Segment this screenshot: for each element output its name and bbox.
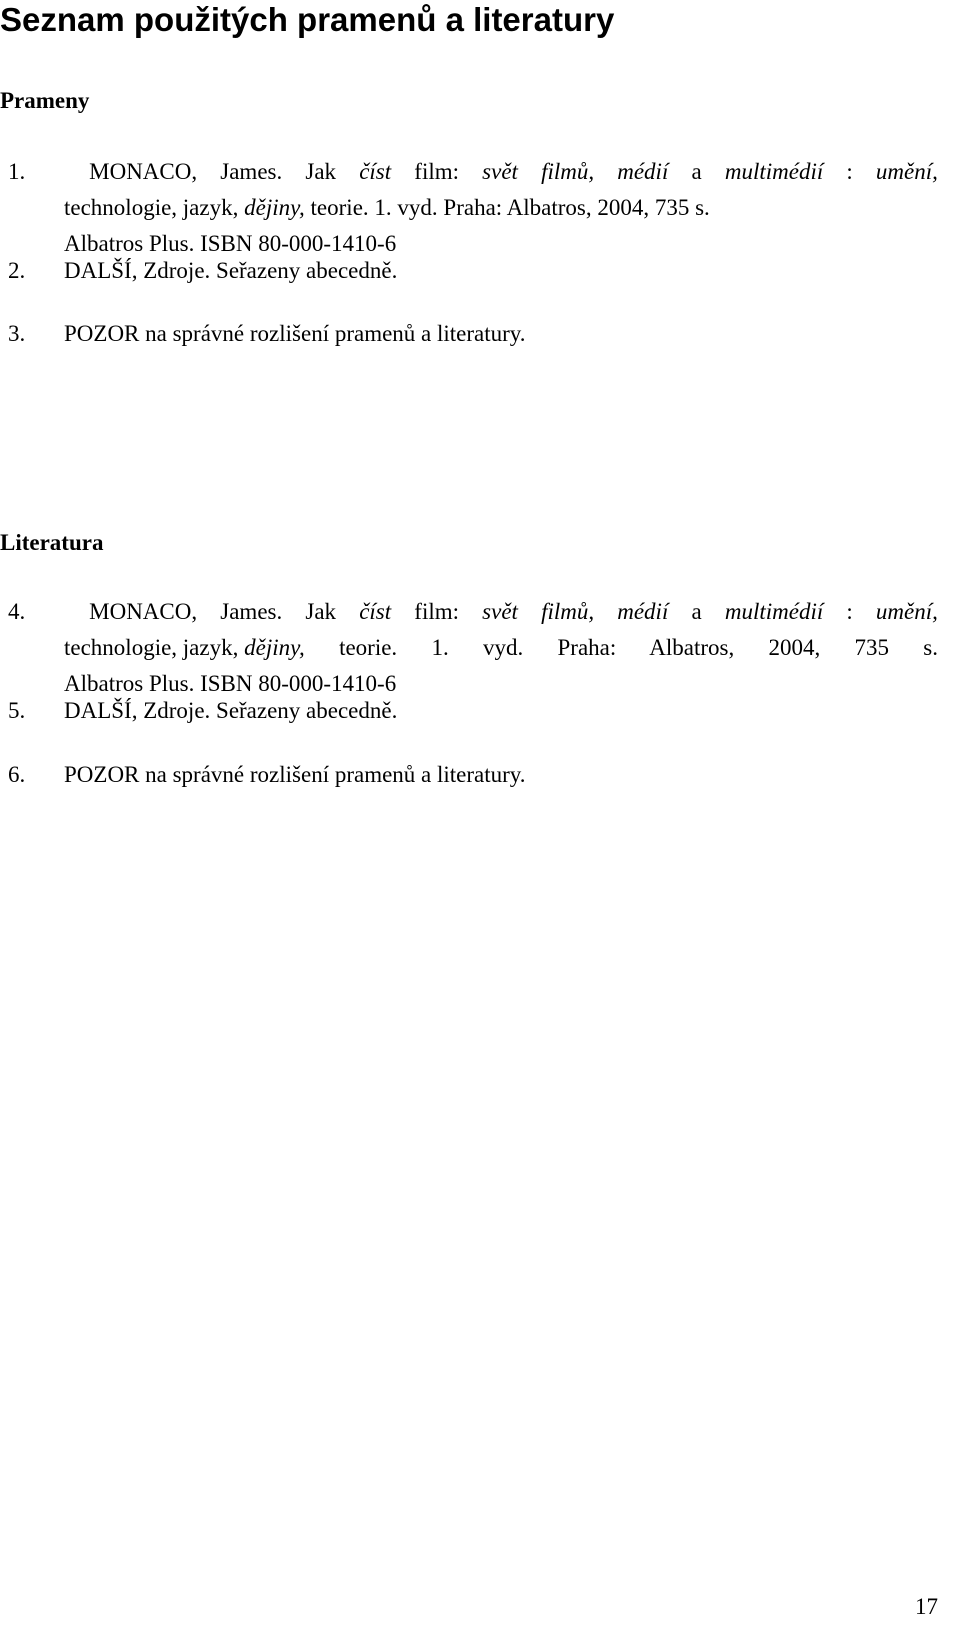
entry-number: 1. xyxy=(8,159,26,184)
entry-word: umění, xyxy=(875,159,938,184)
entry-word: filmů, xyxy=(541,159,595,184)
page-title: Seznam použitých pramenů a literatury xyxy=(0,1,615,38)
entry-text: Albatros Plus. ISBN 80-000-1410-6 xyxy=(64,671,397,696)
entry-word: svět xyxy=(482,159,518,184)
entry-text: teorie. 1. vyd. Praha: Albatros, 2004, 735 s. xyxy=(304,195,710,220)
entry-word: médií xyxy=(617,159,669,184)
entry-text: DALŠÍ, Zdroje. Seřazeny abecedně. xyxy=(64,258,398,283)
entry-word: a xyxy=(691,599,702,624)
entry-word: a xyxy=(691,159,702,184)
entry-word: Jak xyxy=(305,599,337,624)
bibliography-entry-1 xyxy=(0,154,938,262)
section-heading-prameny: Prameny xyxy=(0,88,90,113)
entry-word: médií xyxy=(617,599,669,624)
entry-4-line-2 xyxy=(0,630,938,666)
entry-word: MONACO, xyxy=(89,599,198,624)
entry-text: teorie. 1. vyd. Praha: Albatros, 2004, 735 s. xyxy=(304,635,938,660)
entry-word: číst xyxy=(359,159,392,184)
entry-word: umění, xyxy=(875,599,938,624)
bibliography-entry-3 xyxy=(0,316,938,352)
entry-word: James. xyxy=(220,599,283,624)
entry-word: multimédií xyxy=(724,159,824,184)
entry-text-italic: dějiny, xyxy=(244,635,305,660)
bibliography-entry-6 xyxy=(0,757,938,793)
section-heading-literatura: Literatura xyxy=(0,530,104,555)
entry-word: MONACO, xyxy=(89,159,198,184)
bibliography-entry-4 xyxy=(0,594,938,702)
entry-word: film: xyxy=(414,159,460,184)
page-number: 17 xyxy=(915,1594,938,1619)
entry-word: James. xyxy=(220,159,283,184)
entry-word: : xyxy=(846,599,853,624)
bibliography-entry-2 xyxy=(0,253,938,289)
entry-word: : xyxy=(846,159,853,184)
entry-word: filmů, xyxy=(541,599,595,624)
entry-word: Jak xyxy=(305,159,337,184)
entry-text: POZOR na správné rozlišení pramenů a literatury. xyxy=(64,321,526,346)
entry-word: multimédií xyxy=(724,599,824,624)
entry-word: film: xyxy=(414,599,460,624)
entry-text: technologie, jazyk, xyxy=(64,195,245,220)
entry-number: 4. xyxy=(8,599,26,624)
entry-word: číst xyxy=(359,599,392,624)
entry-number: 6. xyxy=(8,762,26,787)
entry-word: svět xyxy=(482,599,518,624)
entry-1-line-2 xyxy=(0,190,938,226)
entry-text: POZOR na správné rozlišení pramenů a literatury. xyxy=(64,762,526,787)
entry-text: DALŠÍ, Zdroje. Seřazeny abecedně. xyxy=(64,698,398,723)
entry-number: 5. xyxy=(8,698,26,723)
entry-number: 3. xyxy=(8,321,26,346)
entry-4-line-1 xyxy=(0,594,938,630)
entry-text: Albatros Plus. ISBN 80-000-1410-6 xyxy=(64,231,397,256)
entry-number: 2. xyxy=(8,258,26,283)
entry-text: technologie, jazyk, xyxy=(64,635,245,660)
bibliography-entry-5 xyxy=(0,693,938,729)
entry-1-line-1 xyxy=(0,154,938,190)
entry-text-italic: dějiny, xyxy=(244,195,305,220)
